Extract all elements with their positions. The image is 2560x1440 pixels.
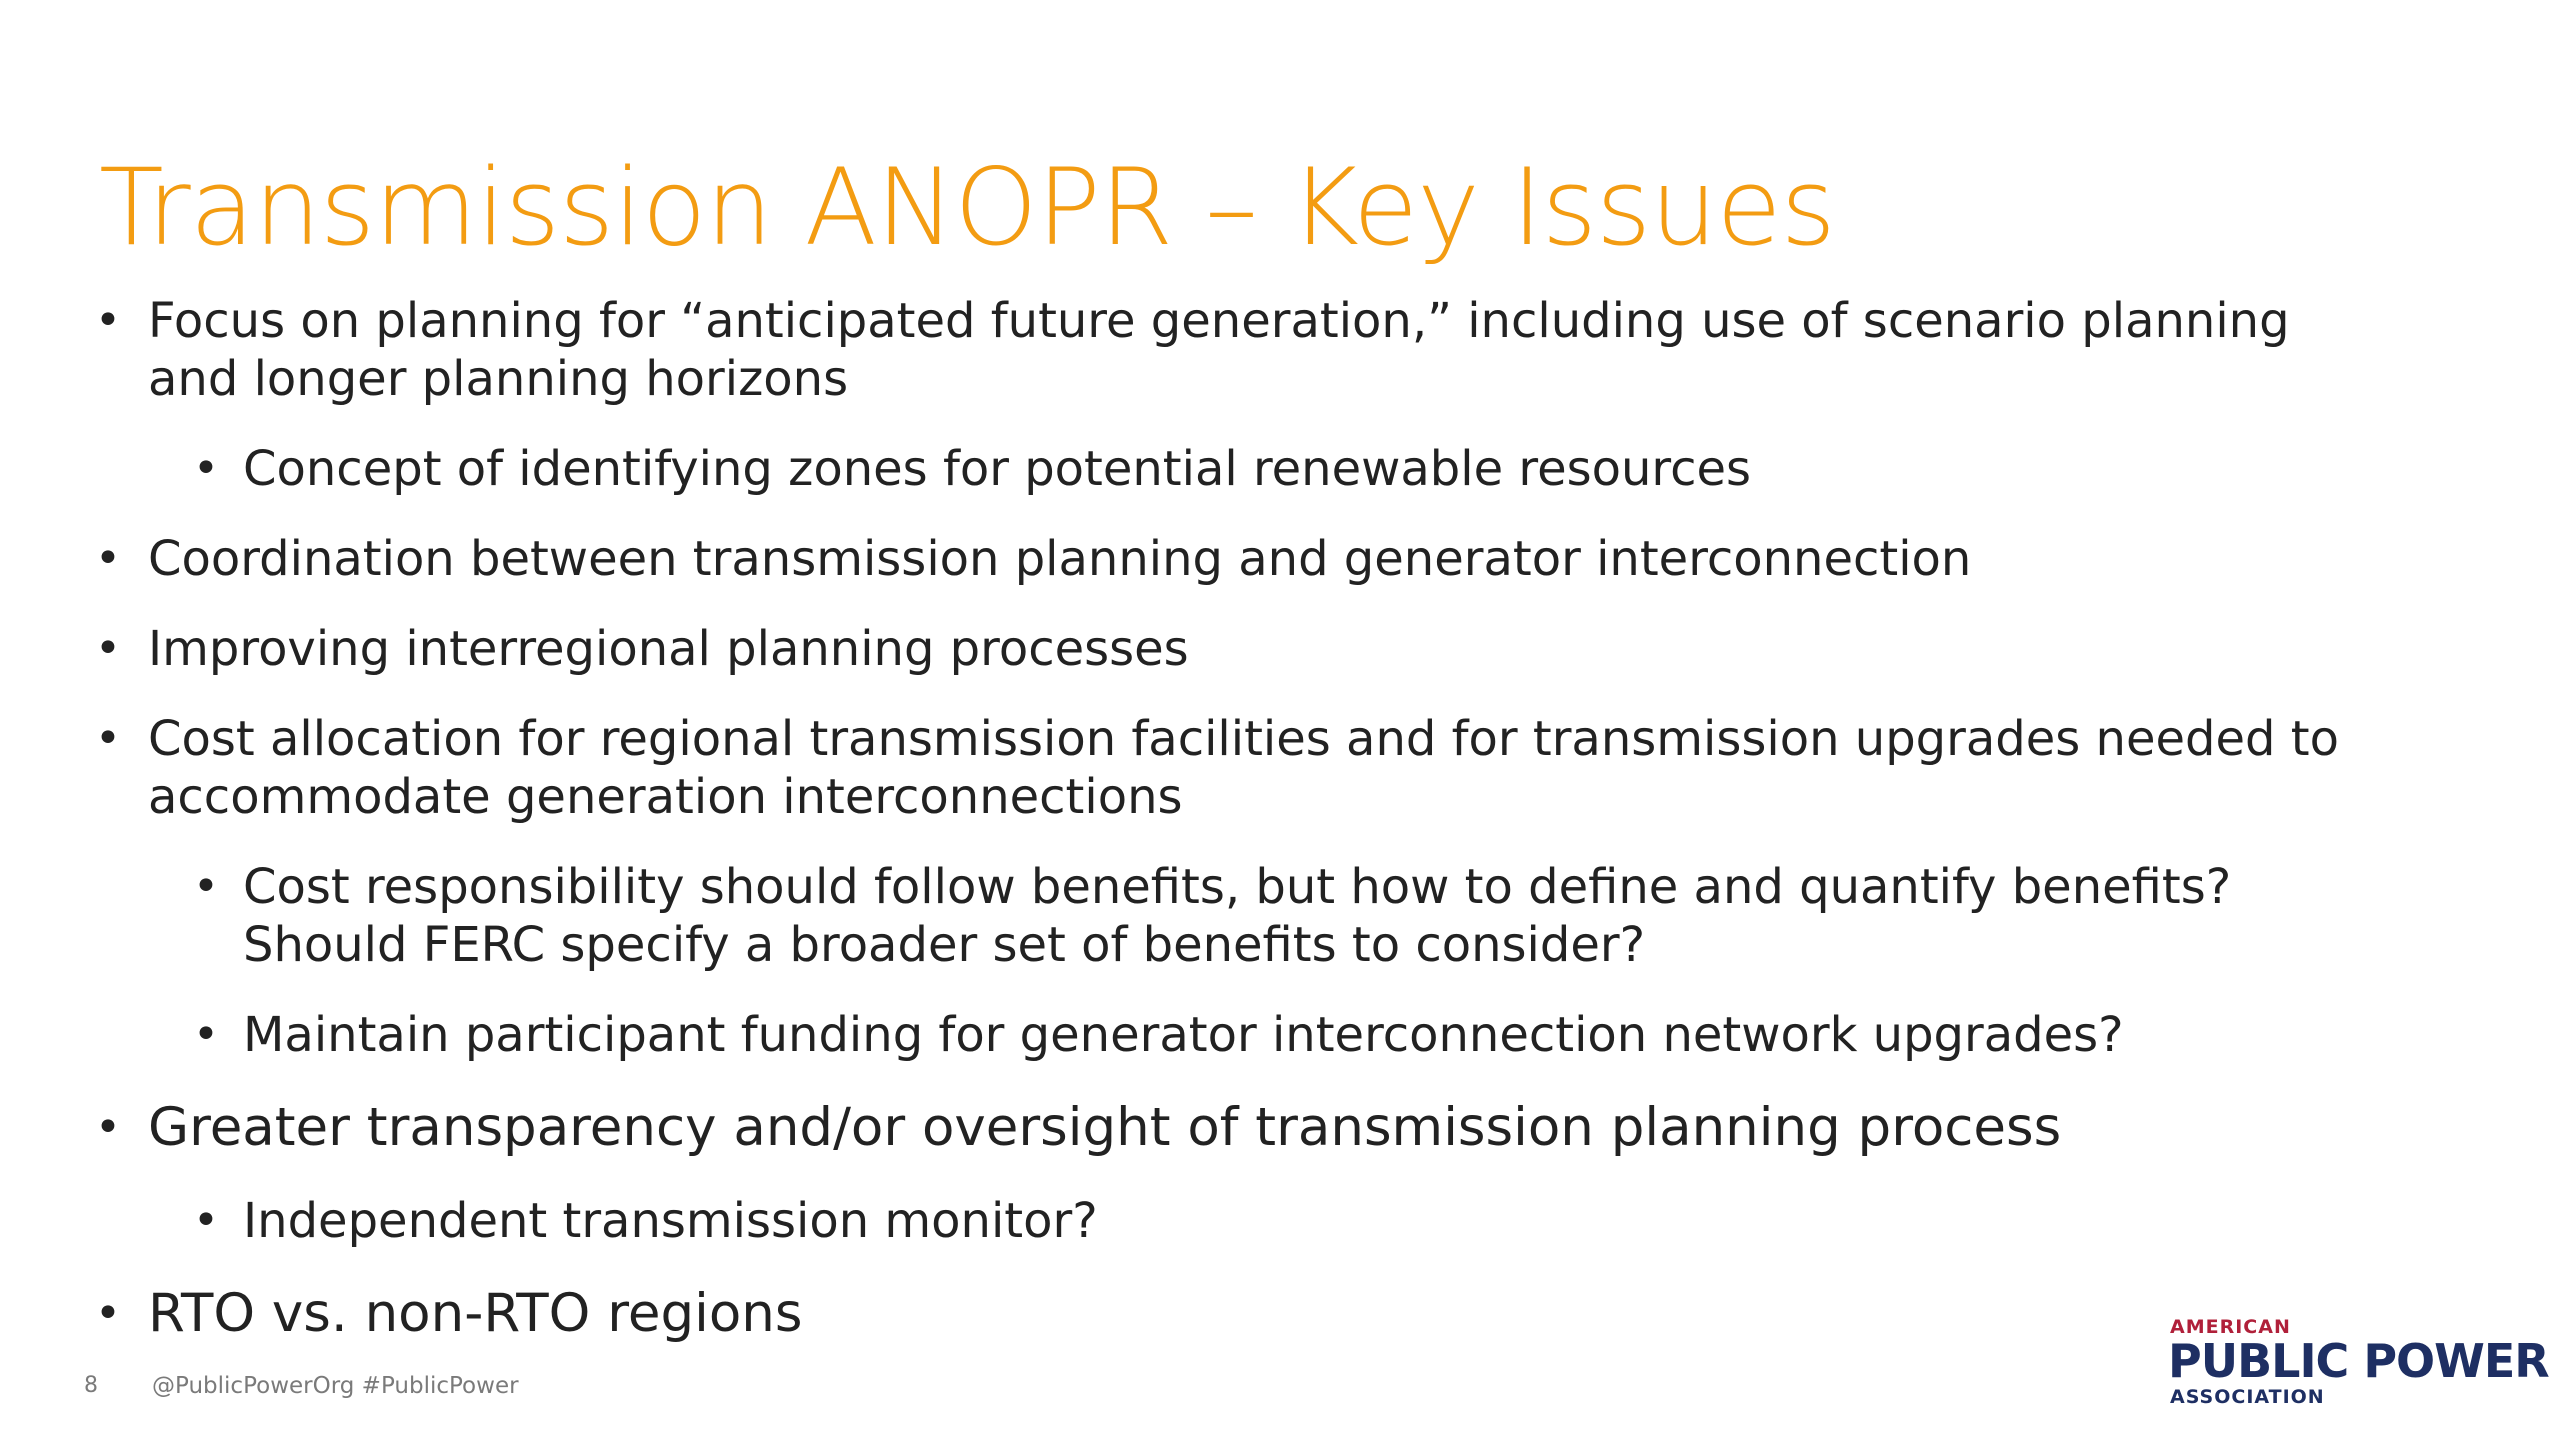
bullet-item: • Improving interregional planning processes [95,620,2345,678]
logo-top-text: AMERICAN [2170,1316,2291,1338]
slide-title: Transmission ANOPR – Key Issues [99,146,1835,269]
bullet-item: • Cost allocation for regional transmission facilities and for transmission upgrades needed to accommodate generation interconnections [95,710,2345,826]
appa-logo [2168,1310,2549,1410]
sub-bullet-item: • Independent transmission monitor? [193,1192,2345,1250]
logo-main-text: PUBLIC POWER [2168,1334,2549,1388]
bullet-item: • Greater transparency and/or oversight of transmission planning process [95,1096,2345,1160]
sub-bullet-item: • Cost responsibility should follow benefits, but how to define and quantify benefits? Should FERC specify a broader set of benefits to consider? [193,858,2345,974]
bullet-item: • Focus on planning for “anticipated future generation,” including use of scenario planning and longer planning horizons [95,292,2345,408]
logo-bottom-text: ASSOCIATION [2170,1386,2325,1408]
page-number: 8 [84,1373,98,1398]
footer-social-handle: @PublicPowerOrg #PublicPower [152,1373,519,1399]
bullet-item: • RTO vs. non-RTO regions [95,1282,2345,1346]
bullet-item: • Coordination between transmission planning and generator interconnection [95,530,2345,588]
sub-bullet-item: • Maintain participant funding for generator interconnection network upgrades? [193,1006,2345,1064]
bullet-list [95,292,2345,1378]
sub-bullet-item: • Concept of identifying zones for potential renewable resources [193,440,2345,498]
